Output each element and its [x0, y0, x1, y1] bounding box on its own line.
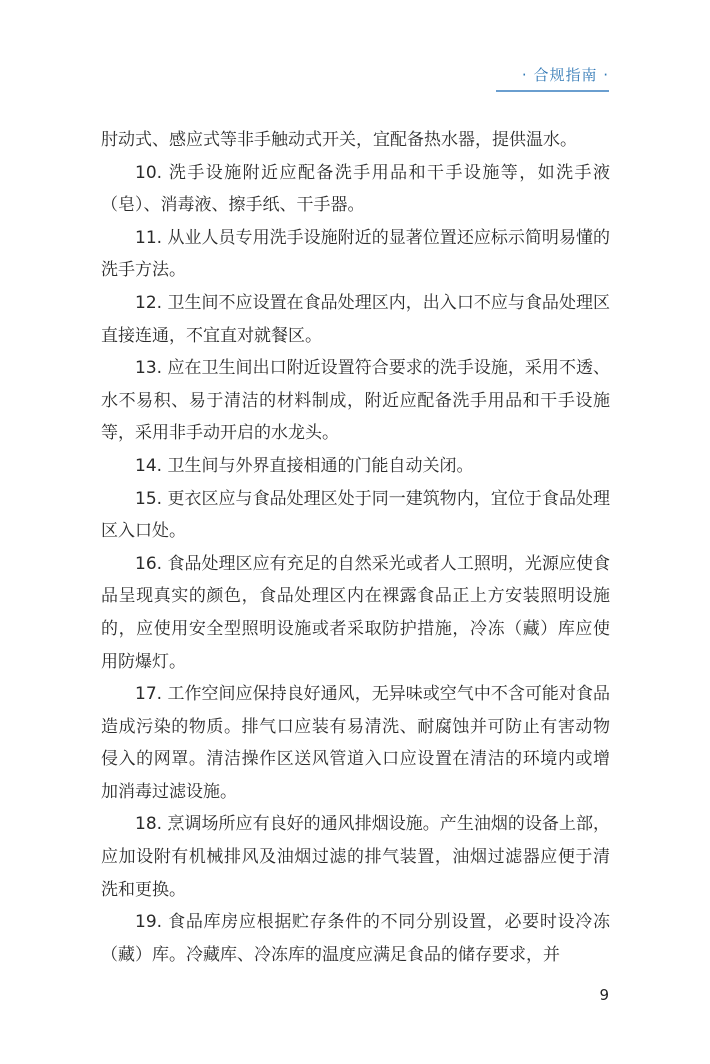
paragraph-item-18: 18. 烹调场所应有良好的通风排烟设施。产生油烟的设备上部，应加设附有机械排风及油烟过滤的排气装置，油烟过滤器应便于清洗和更换。 [101, 814, 610, 900]
paragraph-item-11: 11. 从业人员专用洗手设施附近的显著位置还应标示简明易懂的洗手方法。 [101, 227, 610, 281]
paragraph-item-17: 17. 工作空间应保持良好通风，无异味或空气中不含可能对食品造成污染的物质。排气口应装有易清洗、耐腐蚀并可防止有害动物侵入的网罩。清洁操作区送风管道入口应设置在清洁的环境内或增加消毒过滤设施。 [101, 684, 610, 802]
paragraph-item-19: 19. 食品库房应根据贮存条件的不同分别设置，必要时设冷冻（藏）库。冷藏库、冷冻库的温度应满足食品的储存要求，并 [101, 912, 610, 965]
paragraph-item-15: 15. 更衣区应与食品处理区处于同一建筑物内，宜位于食品处理区入口处。 [101, 488, 610, 542]
paragraph-item-10: 10. 洗手设施附近应配备洗手用品和干手设施等，如洗手液（皂）、消毒液、擦手纸、干手器。 [101, 162, 610, 216]
paragraph-item-12: 12. 卫生间不应设置在食品处理区内，出入口不应与食品处理区直接连通，不宜直对就餐区。 [101, 292, 610, 346]
paragraph-item-16: 16. 食品处理区应有充足的自然采光或者人工照明，光源应使食品呈现真实的颜色，食品处理区内在裸露食品正上方安装照明设施的，应使用安全型照明设施或者采取防护措施，冷冻（藏）库应使用防爆灯。 [101, 553, 610, 672]
header-divider [496, 90, 609, 92]
page-number: 9 [599, 986, 609, 1004]
paragraph-item-13: 13. 应在卫生间出口附近设置符合要求的洗手设施，采用不透、水不易积、易于清洁的材料制成，附近应配备洗手用品和干手设施等，采用非手动开启的水龙头。 [101, 358, 610, 444]
body-text [101, 124, 610, 971]
paragraph-continuation: 肘动式、感应式等非手触动式开关，宜配备热水器，提供温水。 [101, 130, 577, 150]
section-header-label: · 合规指南 · [521, 66, 609, 84]
paragraph-item-14: 14. 卫生间与外界直接相通的门能自动关闭。 [135, 455, 474, 476]
